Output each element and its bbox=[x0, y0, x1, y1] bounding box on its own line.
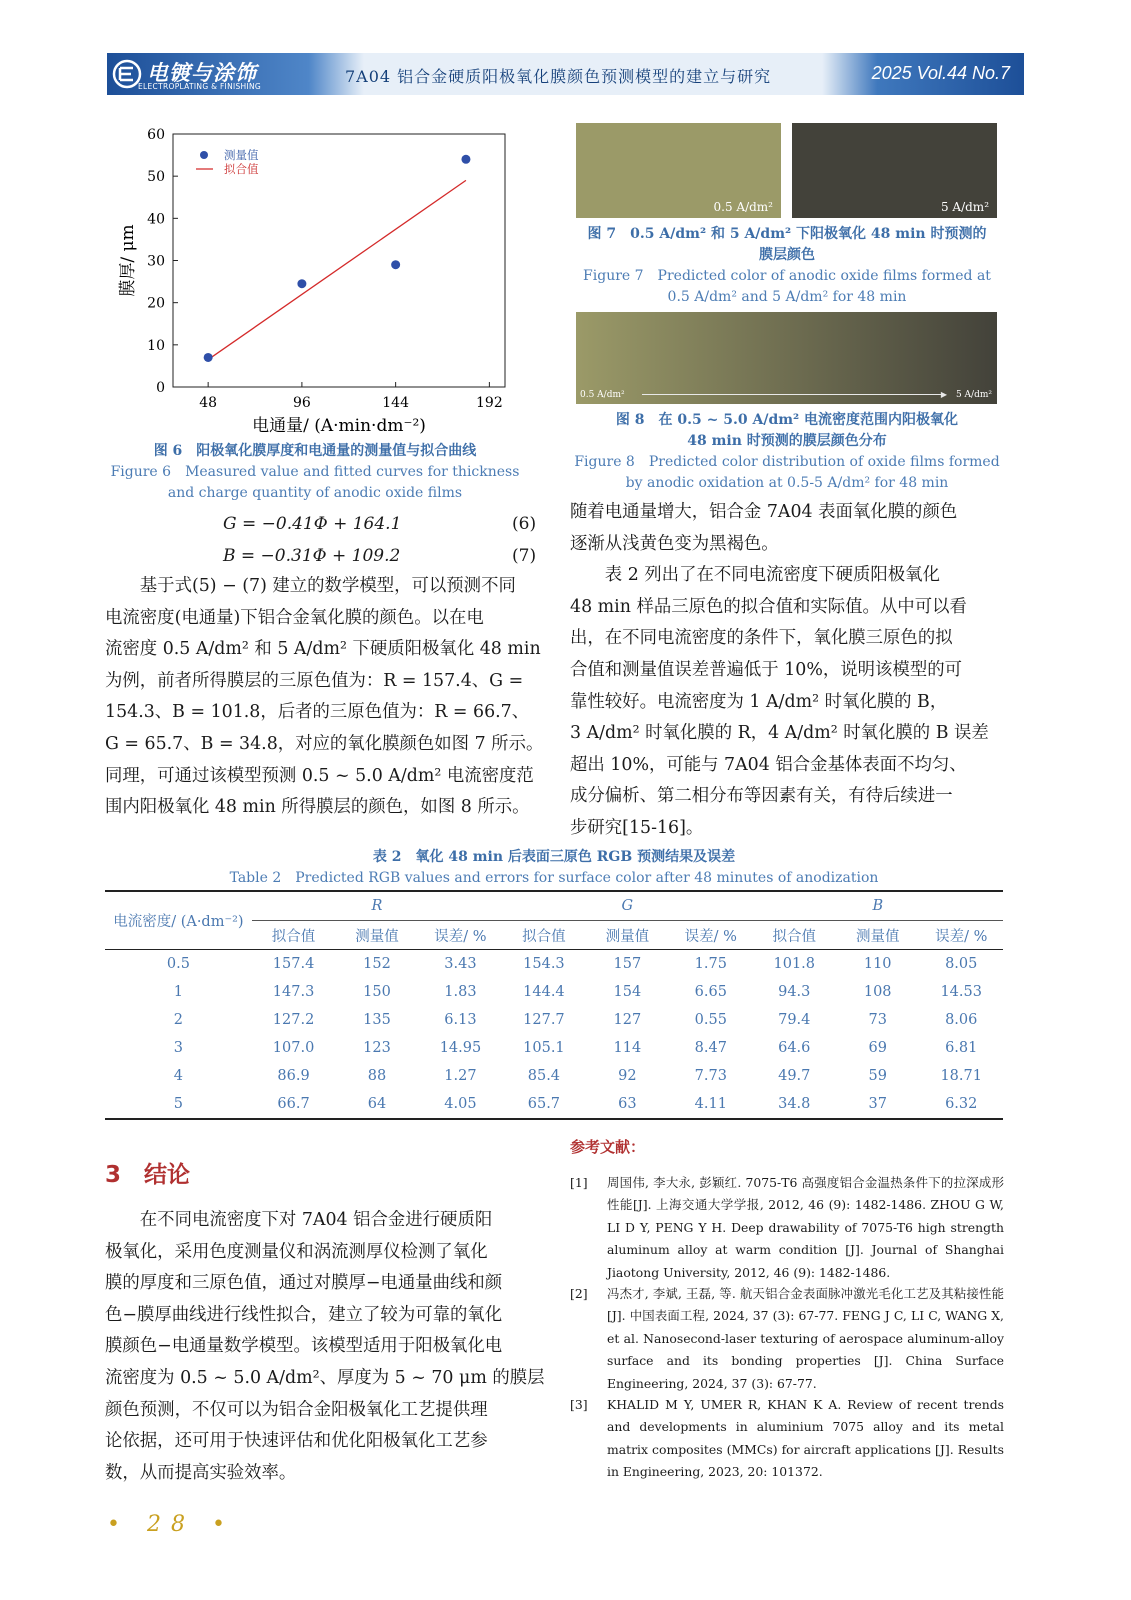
table2-group-g: G bbox=[502, 891, 752, 921]
table-row bbox=[105, 1062, 1003, 1090]
table2-group-r: R bbox=[252, 891, 502, 921]
y-tick-label: 10 bbox=[147, 337, 165, 354]
x-axis-label: 电通量/ (A·min·dm⁻²) bbox=[252, 416, 426, 436]
table-cell: 8.06 bbox=[945, 1012, 978, 1028]
figure7-caption-en-2: 0.5 A/dm² and 5 A/dm² for 48 min bbox=[667, 289, 907, 305]
table-cell: 14.53 bbox=[940, 984, 982, 1000]
table-cell: 3.43 bbox=[444, 956, 477, 972]
table-cell: 49.7 bbox=[778, 1068, 811, 1084]
reference-text: 周国伟, 李大永, 彭颖红. 7075-T6 高强度铝合金温热条件下的拉深成形性能[J]. 上海交通大学学报, 2012, 46 (9): 1482-1486. ZHOU G W, LI D Y, PENG Y H. Deep drawability of 7075-T6 high strength aluminum alloy at warm condition [J]. Journal of Shanghai Jiaotong University, 2012, 46 (9): 1482-1486. bbox=[607, 1175, 1004, 1280]
references-title: 参考文献： bbox=[570, 1138, 646, 1156]
paragraph-line: 围内阳极氧化 48 min 所得膜层的颜色，如图 8 所示。 bbox=[105, 797, 530, 818]
table-cell: 8.47 bbox=[694, 1040, 727, 1056]
table2-group-b: B bbox=[753, 891, 1003, 921]
table-cell: 94.3 bbox=[778, 984, 811, 1000]
table-cell: 154.3 bbox=[523, 956, 565, 972]
journal-logo-en: ELECTROPLATING & FINISHING bbox=[138, 82, 262, 91]
table-cell: 4.05 bbox=[419, 1090, 502, 1119]
reference-number: [2] bbox=[570, 1286, 588, 1301]
figure7-caption-en-1: Figure 7 Predicted color of anodic oxide films formed at bbox=[583, 268, 991, 284]
paragraph-line: 成分偏析、第二相分布等因素有关，有待后续进一 bbox=[570, 786, 953, 807]
paragraph-line: 极氧化，采用色度测量仪和涡流测厚仪检测了氧化 bbox=[105, 1241, 488, 1262]
section-3-heading: 3 结论 bbox=[105, 1162, 191, 1188]
table-cell: 65.7 bbox=[502, 1090, 585, 1119]
table-cell: 6.65 bbox=[694, 984, 727, 1000]
equation-6: G = −0.41Φ + 164.1 bbox=[223, 514, 402, 534]
table-cell: 64.6 bbox=[778, 1040, 811, 1056]
table2-title-cn: 表 2 氧化 48 min 后表面三原色 RGB 预测结果及误差 bbox=[372, 849, 736, 865]
table-row bbox=[105, 1090, 1003, 1119]
paragraph-line: 论依据，还可用于快速评估和优化阳极氧化工艺参 bbox=[105, 1431, 488, 1452]
table-cell: 101.8 bbox=[773, 956, 816, 972]
reference-number: [3] bbox=[570, 1397, 588, 1412]
reference-text: KHALID M Y, UMER R, KHAN K A. Review of recent trends and developments in aluminium 7075 alloy and its metal matrix composites (MMCs) for aircraft applications [J]. Results in Engineering, 2023, 20: 101372. bbox=[607, 1397, 1004, 1480]
table2-caption bbox=[105, 847, 1003, 889]
table-row bbox=[105, 978, 1003, 1006]
table-cell: 63 bbox=[586, 1090, 669, 1119]
table-cell: 1 bbox=[173, 984, 184, 1000]
fig8-gradient bbox=[576, 312, 997, 404]
y-tick-label: 30 bbox=[147, 253, 165, 270]
figure8-caption-cn-1: 图 8 在 0.5 ~ 5.0 A/dm² 电流密度范围内阳极氧化 bbox=[615, 412, 959, 428]
table-cell: 8.05 bbox=[945, 956, 978, 972]
right-paragraph bbox=[570, 497, 1002, 845]
table-cell: 92 bbox=[618, 1068, 637, 1084]
figure7-caption bbox=[573, 224, 1001, 308]
x-tick-label: 48 bbox=[199, 395, 218, 411]
table-cell: 37 bbox=[836, 1090, 919, 1119]
equation-7-number: (7) bbox=[512, 546, 537, 566]
table-cell: 69 bbox=[868, 1040, 887, 1056]
paragraph-line: 随着电通量增大，铝合金 7A04 表面氧化膜的颜色 bbox=[570, 502, 958, 522]
table-cell: 123 bbox=[363, 1040, 391, 1056]
figure7-caption-cn-1: 图 7 0.5 A/dm² 和 5 A/dm² 下阳极氧化 48 min 时预测的 bbox=[587, 226, 987, 242]
table-cell: 4 bbox=[173, 1068, 184, 1084]
y-tick-label: 20 bbox=[147, 295, 165, 312]
paragraph-line: 表 2 列出了在不同电流密度下硬质阳极氧化 bbox=[570, 565, 940, 586]
fig7-swatch-high bbox=[792, 123, 997, 218]
figure7-caption-cn-2: 膜层颜色 bbox=[759, 247, 815, 263]
paragraph-line: 步研究[15-16]。 bbox=[570, 817, 704, 838]
paragraph-line: 电流密度(电通量)下铝合金氧化膜的颜色。以在电 bbox=[105, 607, 484, 628]
journal-logo-cn: 电镀与涂饰 bbox=[147, 61, 257, 85]
paragraph-line: 流密度 0.5 A/dm² 和 5 A/dm² 下硬质阳极氧化 48 min bbox=[105, 639, 541, 660]
table-cell: 114 bbox=[613, 1040, 642, 1056]
table-cell: 5 bbox=[105, 1090, 252, 1119]
paragraph-line: G = 65.7、B = 34.8，对应的氧化膜颜色如图 7 所示。 bbox=[105, 733, 544, 754]
table2-title-en: Table 2 Predicted RGB values and errors for surface color after 48 minutes of anodization bbox=[229, 870, 879, 886]
table-cell: 135 bbox=[363, 1012, 391, 1028]
table2-row-header: 电流密度/ (A·dm⁻²) bbox=[105, 891, 252, 950]
table-cell: 105.1 bbox=[523, 1040, 565, 1056]
y-tick-label: 40 bbox=[147, 211, 165, 228]
page-number: • 28 • bbox=[107, 1512, 235, 1537]
paragraph-line: 合值和测量值误差普遍低于 10%，说明该模型的可 bbox=[570, 659, 962, 680]
table-cell: 147.3 bbox=[272, 984, 315, 1000]
fig7-swatch-high-label: 5 A/dm² bbox=[940, 200, 989, 214]
x-tick-label: 192 bbox=[476, 395, 503, 411]
paragraph-line: 基于式(5) − (7) 建立的数学模型，可以预测不同 bbox=[105, 576, 516, 596]
y-axis-label: 膜厚/ μm bbox=[118, 224, 138, 297]
section-3-paragraph bbox=[105, 1205, 545, 1489]
paragraph-line: 154.3、B = 101.8，后者的三原色值为：R = 66.7、 bbox=[105, 702, 530, 723]
page-number-value: 28 bbox=[146, 1512, 195, 1537]
table-cell: 3 bbox=[173, 1040, 184, 1056]
table-row bbox=[105, 1006, 1003, 1034]
table2 bbox=[105, 890, 1003, 1120]
table-cell: 1.75 bbox=[694, 956, 727, 972]
data-point bbox=[297, 279, 306, 288]
figure6-caption-en-2: and charge quantity of anodic oxide films bbox=[167, 485, 463, 501]
volume-info: 2025 Vol.44 No.7 bbox=[871, 63, 1010, 83]
paragraph-line: 膜颜色−电通量数学模型。该模型适用于阳极氧化电 bbox=[105, 1336, 503, 1357]
paragraph-line: 为例，前者所得膜层的三原色值为：R = 157.4、G = bbox=[105, 670, 524, 691]
paragraph-line: 流密度为 0.5 ~ 5.0 A/dm²、厚度为 5 ~ 70 μm 的膜层 bbox=[105, 1367, 545, 1388]
fig7-swatch-low bbox=[576, 123, 781, 218]
y-tick-label: 0 bbox=[156, 380, 165, 396]
fig8-right-label: 5 A/dm² bbox=[955, 390, 992, 400]
table-cell: 154 bbox=[613, 984, 642, 1000]
paragraph-line: 逐渐从浅黄色变为黑褐色。 bbox=[570, 533, 779, 554]
data-point bbox=[461, 155, 470, 164]
table2-subheader: 误差/ % bbox=[935, 928, 988, 945]
y-tick-label: 60 bbox=[147, 127, 165, 143]
y-tick-label: 50 bbox=[147, 169, 165, 186]
table-cell: 2 bbox=[173, 1012, 184, 1028]
table-cell: 0.5 bbox=[166, 956, 190, 972]
table-cell: 0.55 bbox=[694, 1012, 727, 1028]
table-cell: 6.32 bbox=[919, 1090, 1003, 1119]
fig8-arrowhead-icon: ▶ bbox=[940, 390, 947, 399]
table-cell: 85.4 bbox=[527, 1068, 561, 1084]
table-cell: 108 bbox=[863, 984, 892, 1000]
paragraph-line: 靠性较好。电流密度为 1 A/dm² 时氧化膜的 B， bbox=[570, 691, 948, 712]
reference-item bbox=[570, 1394, 1004, 1484]
figure6-caption-cn: 图 6 阳极氧化膜厚度和电通量的测量值与拟合曲线 bbox=[153, 443, 477, 459]
paragraph-line: 数，从而提高实验效率。 bbox=[105, 1462, 297, 1483]
figure8-caption-cn-2: 48 min 时预测的膜层颜色分布 bbox=[687, 433, 887, 449]
table-cell: 6.13 bbox=[444, 1012, 477, 1028]
table-cell: 59 bbox=[868, 1068, 887, 1084]
left-paragraph bbox=[105, 571, 544, 824]
table2-subheader: 测量值 bbox=[355, 928, 399, 945]
legend-marker-points bbox=[200, 151, 208, 159]
paragraph-line: 颜色预测，不仅可以为铝合金阳极氧化工艺提供理 bbox=[105, 1399, 488, 1420]
figure8-caption-en-1: Figure 8 Predicted color distribution of oxide films formed bbox=[574, 454, 1000, 470]
table-cell: 6.81 bbox=[945, 1040, 978, 1056]
table-row bbox=[105, 1034, 1003, 1062]
table-cell: 7.73 bbox=[694, 1068, 727, 1084]
table2-subheader: 拟合值 bbox=[772, 928, 816, 945]
table-cell: 127.7 bbox=[523, 1012, 565, 1028]
table-cell: 79.4 bbox=[778, 1012, 811, 1028]
x-tick-label: 144 bbox=[382, 395, 410, 411]
paragraph-line: 膜的厚度和三原色值，通过对膜厚−电通量曲线和颜 bbox=[105, 1273, 503, 1294]
x-tick-label: 96 bbox=[292, 395, 311, 411]
equation-6-number: (6) bbox=[512, 514, 537, 534]
table-cell: 86.9 bbox=[277, 1068, 310, 1084]
figure8-caption bbox=[573, 410, 1001, 494]
data-point bbox=[204, 353, 213, 362]
table2-subheader: 测量值 bbox=[605, 928, 650, 945]
table-cell: 4.11 bbox=[669, 1090, 752, 1119]
paragraph-line: 同理，可通过该模型预测 0.5 ~ 5.0 A/dm² 电流密度范 bbox=[105, 765, 534, 786]
table-cell: 34.8 bbox=[753, 1090, 836, 1119]
table2-subheader: 拟合值 bbox=[271, 928, 316, 945]
table-cell: 157 bbox=[613, 956, 642, 972]
table-cell: 157.4 bbox=[272, 956, 315, 972]
table-cell: 14.95 bbox=[439, 1040, 482, 1056]
table-cell: 1.27 bbox=[444, 1068, 477, 1084]
figure6-caption bbox=[105, 441, 525, 504]
table2-subheader: 测量值 bbox=[855, 928, 900, 945]
table2-subheader: 误差/ % bbox=[684, 928, 737, 945]
table-cell: 127 bbox=[613, 1012, 642, 1028]
fig8-left-label: 0.5 A/dm² bbox=[580, 390, 625, 400]
table-cell: 73 bbox=[868, 1012, 887, 1028]
figure6-chart bbox=[105, 120, 525, 440]
fig7-swatch-low-label: 0.5 A/dm² bbox=[713, 200, 773, 214]
table-cell: 107.0 bbox=[272, 1040, 315, 1056]
running-title: 7A04 铝合金硬质阳极氧化膜颜色预测模型的建立与研究 bbox=[345, 67, 772, 86]
fit-line bbox=[208, 180, 466, 359]
table-cell: 127.2 bbox=[272, 1012, 315, 1028]
legend-label-line: 拟合值 bbox=[224, 162, 259, 176]
equation-7: B = −0.31Φ + 109.2 bbox=[223, 546, 401, 566]
table-cell: 18.71 bbox=[940, 1068, 982, 1084]
table-cell: 66.7 bbox=[252, 1090, 335, 1119]
reference-text: 冯杰才, 李斌, 王磊, 等. 航天铝合金表面脉冲激光毛化工艺及其粘接性能[J]. 中国表面工程, 2024, 37 (3): 67-77. FENG J C, LI C, WANG X, et al. Nanosecond-laser texturing of aerospace aluminum-alloy surface and its bonding properties [J]. China Surface Engineering, 2024, 37 (3): 67-77. bbox=[607, 1286, 1004, 1391]
table-cell: 88 bbox=[367, 1068, 387, 1084]
table2-subheader: 拟合值 bbox=[522, 928, 566, 945]
reference-item bbox=[570, 1283, 1004, 1395]
table-cell: 150 bbox=[363, 984, 391, 1000]
figure8-caption-en-2: by anodic oxidation at 0.5-5 A/dm² for 48 min bbox=[625, 475, 949, 491]
table-cell: 152 bbox=[363, 956, 391, 972]
data-point bbox=[391, 260, 400, 269]
table-row bbox=[105, 950, 1003, 979]
table-cell: 144.4 bbox=[523, 984, 565, 1000]
reference-item bbox=[570, 1172, 1004, 1284]
paragraph-line: 在不同电流密度下对 7A04 铝合金进行硬质阳 bbox=[105, 1210, 493, 1230]
paragraph-line: 超出 10%，可能与 7A04 铝合金基体表面不均匀、 bbox=[570, 754, 967, 775]
table-cell: 1.83 bbox=[444, 984, 477, 1000]
table-cell: 110 bbox=[863, 956, 892, 972]
fig8-arrow bbox=[642, 394, 941, 395]
figure6-caption-en-1: Figure 6 Measured value and fitted curves for thickness bbox=[110, 464, 520, 480]
reference-number: [1] bbox=[570, 1175, 588, 1190]
table-cell: 64 bbox=[335, 1090, 418, 1119]
paragraph-line: 色−膜厚曲线进行线性拟合，建立了较为可靠的氧化 bbox=[105, 1304, 503, 1325]
page-header bbox=[107, 53, 1024, 95]
paragraph-line: 3 A/dm² 时氧化膜的 R，4 A/dm² 时氧化膜的 B 误差 bbox=[570, 723, 989, 744]
paragraph-line: 出，在不同电流密度的条件下，氧化膜三原色的拟 bbox=[570, 628, 953, 649]
legend-label-points: 测量值 bbox=[224, 148, 259, 162]
table2-subheader: 误差/ % bbox=[434, 928, 487, 945]
paragraph-line: 48 min 样品三原色的拟合值和实际值。从中可以看 bbox=[570, 596, 967, 617]
